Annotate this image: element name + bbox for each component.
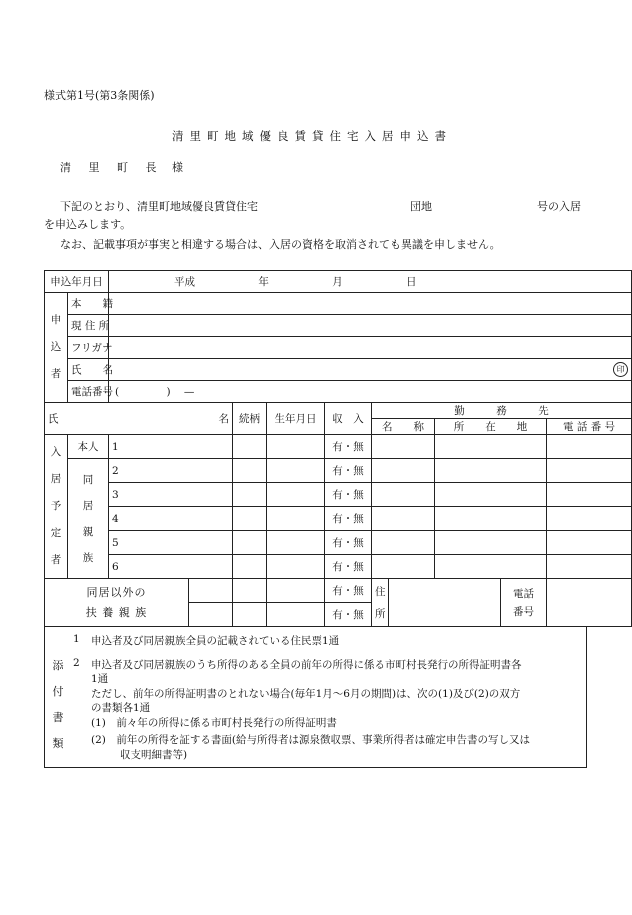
phone-label: 電話番号: [68, 381, 109, 403]
honseki-field[interactable]: [109, 293, 632, 315]
workplace-location-cell[interactable]: [435, 555, 547, 579]
relation-cell[interactable]: [233, 483, 267, 507]
intro-text-2: を申込みします。: [44, 218, 132, 231]
resident-name-cell[interactable]: 4: [109, 507, 233, 531]
resident-name-cell[interactable]: 6: [109, 555, 233, 579]
phone-field[interactable]: [109, 381, 632, 403]
workplace-phone-header: 電 話 番 号: [547, 419, 632, 435]
address-field[interactable]: [109, 315, 632, 337]
attachment-item-2-cont: 1通: [91, 673, 109, 685]
birthdate-cell[interactable]: [267, 531, 325, 555]
honseki-label: 本 籍: [68, 293, 109, 315]
application-date-field[interactable]: [109, 271, 632, 293]
resident-row: [45, 435, 632, 459]
workplace-header: 勤 務 先: [372, 403, 632, 419]
intro-notice: なお、記載事項が事実と相違する場合は、入居の資格を取消されても異議を申しません。: [60, 238, 501, 251]
application-date-label: 申込年月日: [45, 271, 109, 293]
page-title: 清里町地域優良賃貸住宅入居申込書: [172, 129, 452, 143]
resident-row: [45, 459, 632, 483]
dependent-address-label: 住 所: [372, 579, 389, 627]
workplace-name-cell[interactable]: [372, 531, 435, 555]
attachment-sub-2-cont: 収支明細書等): [120, 749, 188, 761]
attachments-section: [44, 627, 587, 768]
attachment-note-cont: の書類各1通: [91, 702, 151, 714]
resident-row: [45, 483, 632, 507]
furigana-field[interactable]: [109, 337, 632, 359]
dependent-income-cell[interactable]: 有・無: [325, 579, 372, 603]
form-number: 様式第1号(第3条関係): [44, 89, 155, 102]
resident-name-cell[interactable]: 1: [109, 435, 233, 459]
furigana-label: フリガナ: [68, 337, 109, 359]
phone-paren-close: ): [166, 385, 171, 398]
dependent-name-cell[interactable]: [189, 579, 233, 603]
relation-header: 続柄: [233, 403, 267, 435]
resident-name-cell[interactable]: 2: [109, 459, 233, 483]
birthdate-cell[interactable]: [267, 507, 325, 531]
birthdate-cell[interactable]: [267, 555, 325, 579]
income-header: 収 入: [325, 403, 372, 435]
income-cell[interactable]: 有・無: [325, 435, 372, 459]
name-field[interactable]: [109, 359, 632, 381]
birthdate-header: 生年月日: [267, 403, 325, 435]
dependent-birthdate-cell[interactable]: [267, 579, 325, 603]
dependent-income-cell[interactable]: 有・無: [325, 603, 372, 627]
dependent-birthdate-cell[interactable]: [267, 603, 325, 627]
income-cell[interactable]: 有・無: [325, 531, 372, 555]
resident-name-cell[interactable]: 5: [109, 531, 233, 555]
dependents-label: 同居以外の 扶 養 親 族: [45, 579, 189, 627]
workplace-phone-cell[interactable]: [547, 507, 632, 531]
workplace-name-cell[interactable]: [372, 555, 435, 579]
resident-row: [45, 507, 632, 531]
resident-row: [45, 555, 632, 579]
attachment-item-2: 申込者及び同居親族のうち所得のある全員の前年の所得に係る市町村長発行の所得証明書各: [91, 659, 522, 671]
dependent-phone-label: 電話 番号: [501, 579, 547, 627]
relation-cell[interactable]: [233, 555, 267, 579]
relation-cell[interactable]: [233, 459, 267, 483]
year-label: 年: [258, 276, 269, 288]
income-cell[interactable]: 有・無: [325, 555, 372, 579]
workplace-name-header: 名 称: [372, 419, 435, 435]
income-cell[interactable]: 有・無: [325, 459, 372, 483]
attachment-sub-2: (2) 前年の所得を証する書面(給与所得者は源泉徴収票、事業所得者は確定申告書の写し又は: [91, 734, 530, 746]
workplace-name-cell[interactable]: [372, 507, 435, 531]
relation-cell[interactable]: [233, 507, 267, 531]
intro-room: 号の入居: [537, 200, 581, 213]
dependent-phone-field[interactable]: [547, 579, 632, 627]
intro-danchi: 団地: [410, 200, 432, 213]
day-label: 日: [406, 276, 417, 288]
resident-row: [45, 531, 632, 555]
era-label: 平成: [174, 276, 195, 288]
income-cell[interactable]: 有・無: [325, 483, 372, 507]
addressee: 清 里 町 長: [60, 161, 164, 174]
month-label: 月: [332, 276, 343, 288]
resident-name-header: 氏 名: [45, 403, 233, 435]
workplace-location-cell[interactable]: [435, 459, 547, 483]
phone-paren-open: (: [115, 385, 120, 398]
attachment-sub-1: (1) 前々年の所得に係る市町村長発行の所得証明書: [91, 717, 337, 729]
applicant-group-label: 申 込 者: [45, 293, 68, 403]
relation-cell[interactable]: [233, 435, 267, 459]
seal-mark: 印: [613, 362, 628, 377]
intro-text: 下記のとおり、清里町地域優良賃貸住宅: [60, 200, 258, 213]
workplace-phone-cell[interactable]: [547, 531, 632, 555]
self-label: 本人: [68, 435, 109, 459]
dependent-name-cell[interactable]: [189, 603, 233, 627]
residents-group-label: 入 居 予 定 者: [45, 435, 68, 579]
dependent-relation-cell[interactable]: [233, 579, 267, 603]
birthdate-cell[interactable]: [267, 483, 325, 507]
income-cell[interactable]: 有・無: [325, 507, 372, 531]
workplace-phone-cell[interactable]: [547, 459, 632, 483]
dependent-relation-cell[interactable]: [233, 603, 267, 627]
attachment-item-1: 申込者及び同居親族全員の記載されている住民票1通: [91, 635, 340, 647]
workplace-location-cell[interactable]: [435, 483, 547, 507]
workplace-name-cell[interactable]: [372, 435, 435, 459]
attachment-item-2-no: 2: [73, 657, 80, 669]
attachment-item-1-no: 1: [73, 633, 80, 645]
name-label: 氏 名: [68, 359, 109, 381]
resident-name-cell[interactable]: 3: [109, 483, 233, 507]
workplace-phone-cell[interactable]: [547, 555, 632, 579]
dependent-row: [45, 579, 632, 603]
attachment-note: ただし、前年の所得証明書のとれない場合(毎年1月～6月の期間)は、次の(1)及び(2)の双方: [91, 688, 521, 700]
workplace-name-cell[interactable]: [372, 483, 435, 507]
application-form-table: [44, 270, 632, 627]
birthdate-cell[interactable]: [267, 435, 325, 459]
honorific: 様: [172, 161, 183, 174]
dependent-address-field[interactable]: [389, 579, 501, 627]
workplace-phone-cell[interactable]: [547, 483, 632, 507]
phone-dash: —: [183, 385, 195, 398]
relation-cell[interactable]: [233, 531, 267, 555]
workplace-location-cell[interactable]: [435, 531, 547, 555]
workplace-location-cell[interactable]: [435, 435, 547, 459]
workplace-location-cell[interactable]: [435, 507, 547, 531]
address-label: 現 住 所: [68, 315, 109, 337]
attachments-label: 添 付 書 類: [52, 659, 64, 750]
family-group-label: 同 居 親 族: [68, 459, 109, 579]
birthdate-cell[interactable]: [267, 459, 325, 483]
workplace-phone-cell[interactable]: [547, 435, 632, 459]
workplace-name-cell[interactable]: [372, 459, 435, 483]
workplace-location-header: 所 在 地: [435, 419, 547, 435]
